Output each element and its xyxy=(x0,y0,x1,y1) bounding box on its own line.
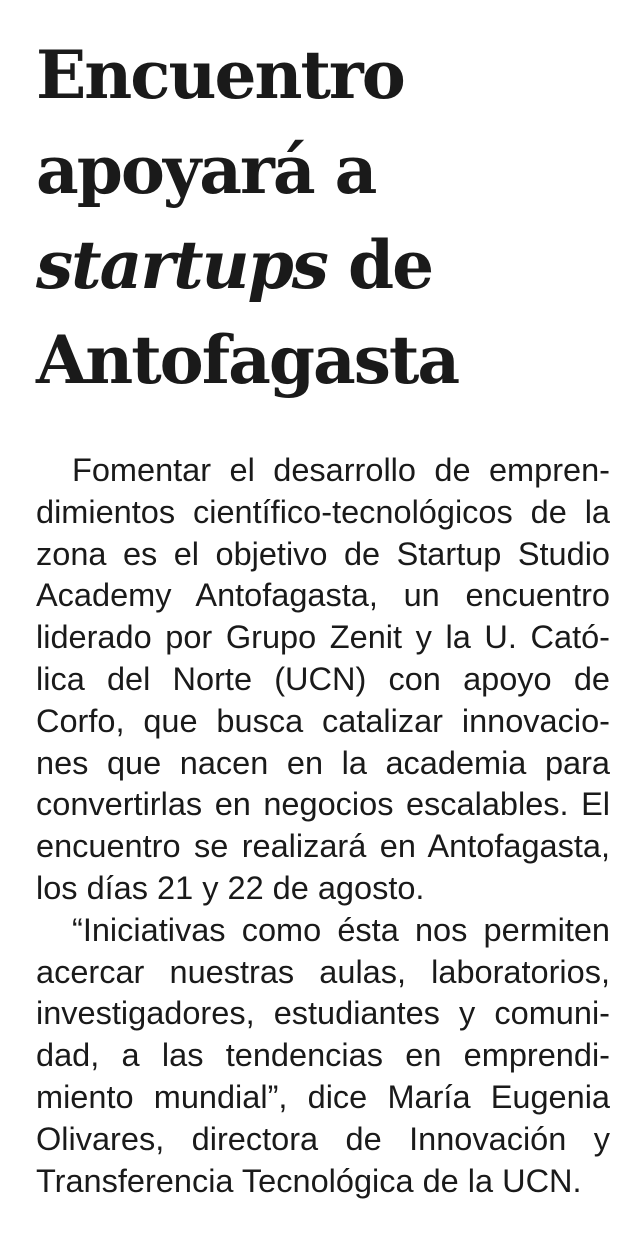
body-line: Transferencia Tecnológica de la UCN. xyxy=(36,1162,582,1199)
headline-line-rest: de xyxy=(326,226,433,304)
body-line: dimientos científico-tecnológicos de la xyxy=(36,493,610,530)
body-line: convertirlas en negocios escalables. El xyxy=(36,786,610,823)
body-line: Olivares, directora de Innovación y xyxy=(36,1120,610,1157)
body-line: miento mundial”, dice María Eugenia xyxy=(36,1078,610,1115)
headline-line: apoyará a xyxy=(36,131,376,209)
body-line: Academy Antofagasta, un encuentro xyxy=(36,577,610,614)
body-line: Fomentar el desarrollo de empren- xyxy=(72,452,610,488)
body-line: encuentro se realizará en Antofagasta, xyxy=(36,828,610,865)
body-line: Corfo, que busca catalizar innovacio- xyxy=(36,702,610,739)
article-body xyxy=(36,450,610,1202)
body-line: “Iniciativas como ésta nos permiten xyxy=(72,911,610,948)
body-line: lica del Norte (UCN) con apoyo de xyxy=(36,660,610,697)
body-line: los días 21 y 22 de agosto. xyxy=(36,869,425,906)
article-headline xyxy=(36,28,616,408)
body-line: dad, a las tendencias en emprendi- xyxy=(36,1037,610,1074)
body-line: nes que nacen en la academia para xyxy=(36,744,610,781)
headline-line: Encuentro xyxy=(36,36,404,114)
body-line: zona es el objetivo de Startup Studio xyxy=(36,535,610,572)
article-paragraph xyxy=(36,910,610,1203)
body-line: investigadores, estudiantes y comuni- xyxy=(36,995,610,1032)
headline-line xyxy=(36,218,616,313)
body-line: acercar nuestras aulas, laboratorios, xyxy=(36,953,610,990)
headline-line: Antofagasta xyxy=(36,321,459,399)
body-line: liderado por Grupo Zenit y la U. Cató- xyxy=(36,619,610,656)
headline-italic-word: startups xyxy=(36,226,327,304)
article-paragraph xyxy=(36,450,610,910)
